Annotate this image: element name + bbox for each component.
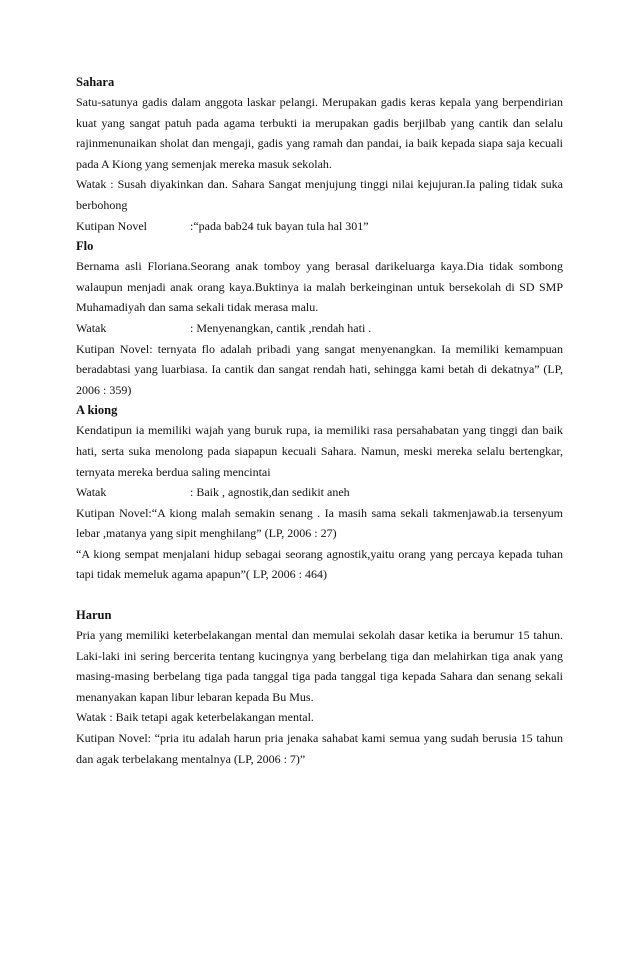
section-sahara (76, 72, 563, 236)
kutipan-text: Kutipan Novel: ternyata flo adalah pribadi yang sangat menyenangkan. Ia memiliki kemampuan beradabtasi yang luarbiasa. Ia cantik dan sangat rendah hati, sehingga kami betah di dekatnya” (LP, 2006 : 359) (76, 341, 563, 397)
kutipan-text-2: “A kiong sempat menjalani hidup sebagai seorang agnostik,yaitu orang yang percaya kepada tuhan tapi tidak memeluk agama apapun”( LP, 2006 : 464) (76, 546, 563, 582)
kutipan-text: Kutipan Novel: “pria itu adalah harun pria jenaka sahabat kami semua yang sudah berusia 15 tahun dan agak terbelakang mentalnya (LP, 2006 : 7)” (76, 731, 563, 766)
watak-text: Watak : Baik tetapi agak keterbelakangan mental. (76, 710, 314, 725)
watak-label: Watak (76, 320, 107, 335)
kutipan-text: Kutipan Novel:“A kiong malah semakin senang . Ia masih sama sekali takmenjawab.ia tersenyum lebar ,matanya yang sipit menghilang” (LP, 2006 : 27) (76, 505, 563, 541)
section-spacer (76, 585, 563, 605)
section-heading: A kiong (76, 403, 118, 418)
section-description: Pria yang memiliki keterbelakangan mental dan memulai sekolah dasar ketika ia berumur 15 tahun. Laki-laki ini sering bercerita tentang kucingnya yang berbelang tiga dan melahirkan tiga anak yang masing-masing berbelang tiga pada tanggal tiga pada tanggal tiga kepada Sahara dan senang sekali menanyakan kapan libur lebaran kepada Bu Mus. (76, 628, 563, 704)
section-heading: Sahara (76, 75, 115, 89)
watak-text: Watak : Susah diyakinkan dan. Sahara Sangat menjujung tinggi nilai kejujuran.Ia paling tidak suka berbohong (76, 177, 563, 212)
section-flo (76, 236, 563, 400)
kutipan-row (76, 216, 563, 237)
kutipan-value: :“pada bab24 tuk bayan tula hal 301” (190, 218, 369, 233)
watak-value: : Baik , agnostik,dan sedikit aneh (190, 485, 350, 500)
watak-label: Watak (76, 485, 107, 500)
watak-row (76, 318, 563, 339)
section-description: Bernama asli Floriana.Seorang anak tomboy yang berasal darikeluarga kaya.Dia tidak sombong walaupun menjadi anak orang kaya.Buktinya ia malah berkeinginan untuk bersekolah di SD SMP Muhamadiyah dan sama sekali tidak merasa malu. (76, 259, 563, 315)
section-heading: Flo (76, 239, 94, 254)
kutipan-label: Kutipan Novel (76, 218, 147, 233)
document-page (76, 72, 563, 769)
section-description: Satu-satunya gadis dalam anggota laskar pelangi. Merupakan gadis keras kepala yang berpendirian kuat yang sangat patuh pada agama terbukti ia merupakan gadis berjilbab yang cantik dan selalu rajinmenunaikan sholat dan mengaji, gadis yang ramah dan pandai, ia baik kepada siapa saja kecuali pada A Kiong yang semenjak mereka masuk sekolah. (76, 95, 563, 171)
watak-value: : Menyenangkan, cantik ,rendah hati . (190, 320, 372, 335)
section-harun (76, 605, 563, 769)
section-description: Kendatipun ia memiliki wajah yang buruk rupa, ia memiliki rasa persahabatan yang tinggi dan baik hati, serta suka menolong pada siapapun kecuali Sahara. Namun, meski mereka selalu bertengkar, ternyata mereka berdua saling mencintai (76, 423, 563, 479)
watak-row (76, 482, 563, 503)
section-heading: Harun (76, 608, 112, 623)
section-a-kiong (76, 400, 563, 585)
